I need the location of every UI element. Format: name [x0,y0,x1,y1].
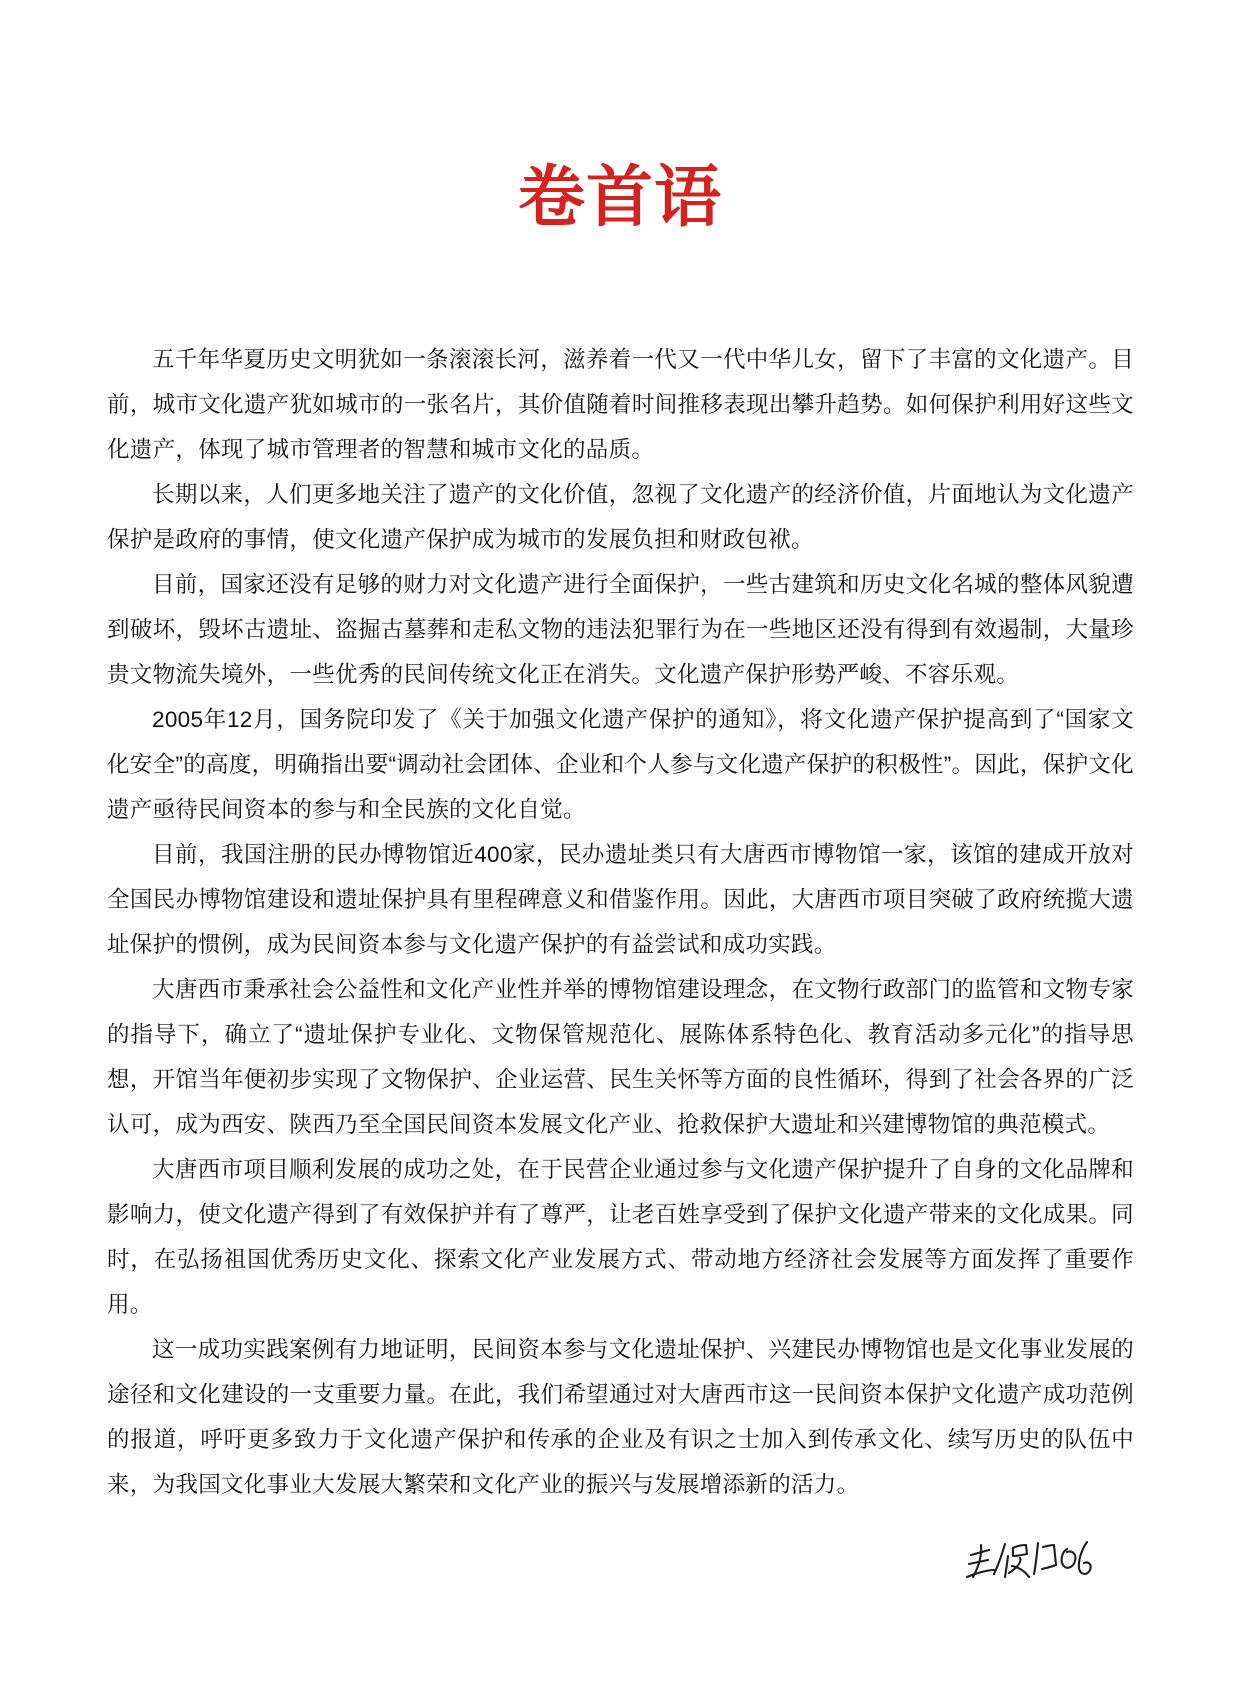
paragraph: 这一成功实践案例有力地证明，民间资本参与文化遗址保护、兴建民办博物馆也是文化事业发展的途径和文化建设的一支重要力量。在此，我们希望通过对大唐西市这一民间资本保护文化遗产成功范例的报道，呼吁更多致力于文化遗产保护和传承的企业及有识之士加入到传承文化、续写历史的队伍中来，为我国文化事业大发展大繁荣和文化产业的振兴与发展增添新的活力。 [107,1337,1134,1497]
paragraph: 2005年12月，国务院印发了《关于加强文化遗产保护的通知》，将文化遗产保护提高到了“国家文化安全”的高度，明确指出要“调动社会团体、企业和个人参与文化遗产保护的积极性”。因此，保护文化遗产亟待民间资本的参与和全民族的文化自觉。 [107,707,1134,822]
signature-ink-icon [963,1534,1095,1596]
paragraph: 目前，国家还没有足够的财力对文化遗产进行全面保护，一些古建筑和历史文化名城的整体风貌遭到破坏，毁坏古遗址、盗掘古墓葬和走私文物的违法犯罪行为在一些地区还没有得到有效遏制，大量珍贵文物流失境外，一些优秀的民间传统文化正在消失。文化遗产保护形势严峻、不容乐观。 [107,572,1134,687]
paragraph: 大唐西市秉承社会公益性和文化产业性并举的博物馆建设理念，在文物行政部门的监管和文物专家的指导下，确立了“遗址保护专业化、文物保管规范化、展陈体系特色化、教育活动多元化”的指导思想，开馆当年便初步实现了文物保护、企业运营、民生关怀等方面的良性循环，得到了社会各界的广泛认可，成为西安、陕西乃至全国民间资本发展文化产业、抢救保护大遗址和兴建博物馆的典范模式。 [107,977,1134,1137]
handwritten-signature [963,1534,1095,1596]
article-body [107,337,1134,1507]
paragraph: 长期以来，人们更多地关注了遗产的文化价值，忽视了文化遗产的经济价值，片面地认为文化遗产保护是政府的事情，使文化遗产保护成为城市的发展负担和财政包袱。 [107,482,1134,552]
paragraph: 五千年华夏历史文明犹如一条滚滚长河，滋养着一代又一代中华儿女，留下了丰富的文化遗产。目前，城市文化遗产犹如城市的一张名片，其价值随着时间推移表现出攀升趋势。如何保护利用好这些文化遗产，体现了城市管理者的智慧和城市文化的品质。 [107,347,1134,462]
paragraph: 大唐西市项目顺利发展的成功之处，在于民营企业通过参与文化遗产保护提升了自身的文化品牌和影响力，使文化遗产得到了有效保护并有了尊严，让老百姓享受到了保护文化遗产带来的文化成果。同时，在弘扬祖国优秀历史文化、探索文化产业发展方式、带动地方经济社会发展等方面发挥了重要作用。 [107,1157,1134,1317]
paragraph: 目前，我国注册的民办博物馆近400家，民办遗址类只有大唐西市博物馆一家，该馆的建成开放对全国民办博物馆建设和遗址保护具有里程碑意义和借鉴作用。因此，大唐西市项目突破了政府统揽大遗址保护的惯例，成为民间资本参与文化遗产保护的有益尝试和成功实践。 [107,842,1134,957]
page-title: 卷首语 [518,160,722,235]
